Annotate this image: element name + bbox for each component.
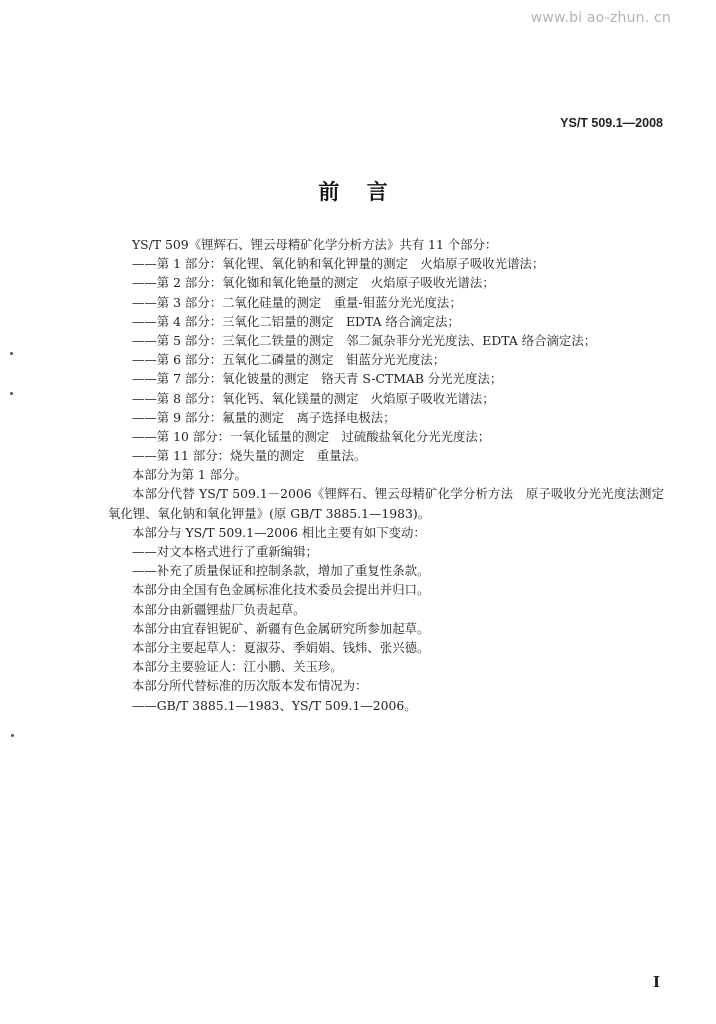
part-item-9: ——第 9 部分：氟量的测定 离子选择电极法； — [132, 409, 396, 425]
part-item-8: ——第 8 部分：氧化钙、氧化镁量的测定 火焰原子吸收光谱法； — [132, 390, 495, 406]
part-item-5: ——第 5 部分：三氧化二铁量的测定 邻二氮杂菲分光光度法、EDTA 络合滴定法； — [132, 332, 597, 348]
part-item-2: ——第 2 部分：氧化铷和氧化铯量的测定 火焰原子吸收光谱法； — [132, 275, 495, 291]
scan-speck — [10, 352, 13, 355]
change-item-2: ——补充了质量保证和控制条款，增加了重复性条款。 — [132, 563, 430, 579]
part-item-10: ——第 10 部分：一氧化锰量的测定 过硫酸盐氧化分光光度法； — [132, 428, 491, 444]
history-intro-line: 本部分所代替标准的历次版本发布情况为： — [132, 678, 368, 694]
change-item-1: ——对文本格式进行了重新编辑； — [132, 544, 318, 560]
replaces-paragraph: 本部分代替 YS/T 509.1－2006《锂辉石、锂云母精矿化学分析方法 原子吸收分光光度法测定氧化锂、氧化钠和氧化钾量》(原 GB/T 3885.1—1983)。 — [108, 486, 664, 521]
document-code: YS/T 509.1—2008 — [560, 116, 663, 130]
part-item-6: ——第 6 部分：五氧化二磷量的测定 钼蓝分光光度法； — [132, 352, 446, 368]
drafted-by-line: 本部分由新疆锂盐厂负责起草。 — [132, 601, 306, 617]
part-item-1: ——第 1 部分：氧化锂、氧化钠和氧化钾量的测定 火焰原子吸收光谱法； — [132, 256, 545, 272]
participants-line: 本部分由宜春钽铌矿、新疆有色金属研究所参加起草。 — [132, 620, 430, 636]
part-item-4: ——第 4 部分：三氧化二铝量的测定 EDTA 络合滴定法； — [132, 313, 460, 329]
changes-intro-line: 本部分与 YS/T 509.1—2006 相比主要有如下变动： — [132, 524, 426, 540]
scan-speck — [10, 392, 13, 395]
part-item-11: ——第 11 部分：烧失量的测定 重量法。 — [132, 448, 367, 464]
history-line: ——GB/T 3885.1—1983、YS/T 509.1—2006。 — [132, 697, 417, 713]
foreword-body — [108, 235, 664, 715]
proposed-by-line: 本部分由全国有色金属标准化技术委员会提出并归口。 — [132, 582, 430, 598]
intro-line: YS/T 509《锂辉石、锂云母精矿化学分析方法》共有 11 个部分： — [132, 237, 498, 252]
part-item-7: ——第 7 部分：氧化铍量的测定 铬天青 S-CTMAB 分光光度法； — [132, 371, 503, 387]
page-number: I — [652, 973, 660, 991]
part-item-3: ——第 3 部分：二氧化硅量的测定 重量-钼蓝分光光度法； — [132, 294, 462, 310]
verifiers-line: 本部分主要验证人：江小鹏、关玉珍。 — [132, 659, 343, 675]
scan-speck — [11, 734, 14, 737]
watermark-text: www.bi ao-zhun. cn — [530, 10, 671, 26]
page-title: 前 言 — [318, 180, 398, 204]
this-part-line: 本部分为第 1 部分。 — [132, 467, 247, 483]
drafters-line: 本部分主要起草人：夏淑芬、季娟娟、钱炜、张兴德。 — [132, 639, 430, 655]
